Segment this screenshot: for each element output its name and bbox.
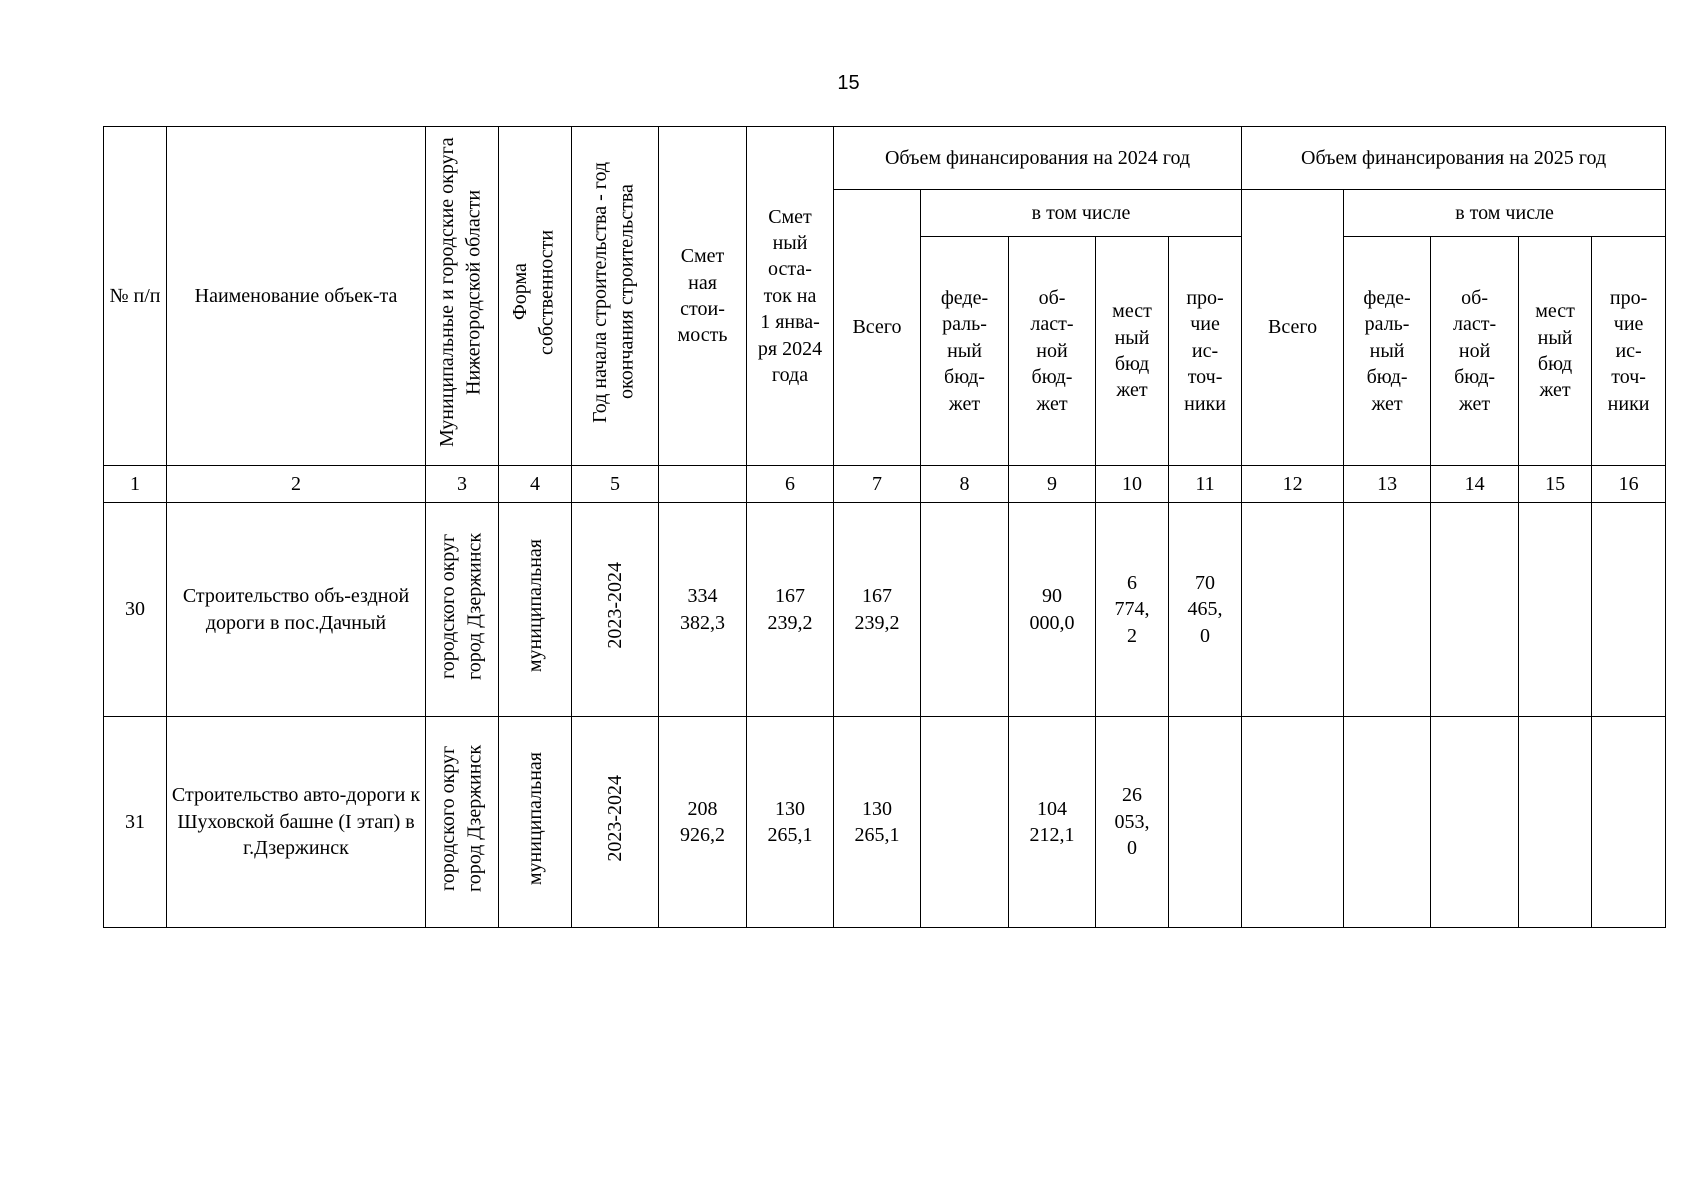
header-federal-2025-text: феде-раль-ный бюд-жет xyxy=(1363,287,1411,415)
col-number-9: 9 xyxy=(1009,466,1096,503)
row-ownership-text: муниципальная xyxy=(523,751,546,885)
col-number-2: 2 xyxy=(167,466,426,503)
header-including-2024: в том числе xyxy=(921,190,1242,237)
header-total-2025: Всего xyxy=(1242,190,1344,466)
header-federal-2024-text: феде-раль-ный бюд-жет xyxy=(940,287,989,415)
col-number-1: 1 xyxy=(104,466,167,503)
col-number-10: 10 xyxy=(1096,466,1169,503)
header-financing-2025: Объем финансирования на 2025 год xyxy=(1242,127,1666,190)
row-municipality-text: городского округ город Дзержинск xyxy=(437,744,486,892)
col-number-13: 13 xyxy=(1344,466,1431,503)
row-federal-2024 xyxy=(921,503,1009,717)
header-other-2024-text: про-чие ис-точ-ники xyxy=(1184,287,1226,415)
row-local-2024 xyxy=(1096,503,1169,717)
row-other-2024-text: 70 465, 0 xyxy=(1187,571,1223,647)
row-ownership-text: муниципальная xyxy=(523,539,546,673)
header-remaining xyxy=(747,127,834,466)
header-regional-2025-text: об-ласт-ной бюд-жет xyxy=(1452,287,1497,415)
row-estimated-cost-text: 334 382,3 xyxy=(680,585,725,634)
col-number-14: 14 xyxy=(1431,466,1519,503)
header-num: № п/п xyxy=(104,127,167,466)
row-total-2025 xyxy=(1242,717,1344,928)
row-estimated-cost xyxy=(659,717,747,928)
table-row xyxy=(104,503,1666,717)
page-number: 15 xyxy=(837,72,860,94)
column-number-row xyxy=(104,466,1666,503)
row-name: Строительство объ-ездной дороги в пос.Дачный xyxy=(167,503,426,717)
row-years xyxy=(572,503,659,717)
row-municipality-text: городского округ город Дзержинск xyxy=(437,532,486,680)
row-local-2024 xyxy=(1096,717,1169,928)
row-total-2024 xyxy=(834,717,921,928)
header-row-1 xyxy=(104,127,1666,190)
header-federal-2025 xyxy=(1344,237,1431,466)
table-row xyxy=(104,717,1666,928)
header-ownership-text: Форма собственности xyxy=(509,229,558,355)
row-num: 31 xyxy=(104,717,167,928)
row-name: Строительство авто-дороги к Шуховской башне (I этап) в г.Дзержинск xyxy=(167,717,426,928)
header-federal-2024 xyxy=(921,237,1009,466)
col-number-5: 5 xyxy=(572,466,659,503)
row-municipality xyxy=(426,503,499,717)
row-estimated-cost-text: 208 926,2 xyxy=(680,797,725,846)
header-local-2024 xyxy=(1096,237,1169,466)
row-local-2025 xyxy=(1519,717,1592,928)
header-regional-2024-text: об-ласт-ной бюд-жет xyxy=(1030,287,1074,415)
row-municipality xyxy=(426,717,499,928)
financing-table xyxy=(103,126,1666,928)
row-remaining xyxy=(747,503,834,717)
header-years xyxy=(572,127,659,466)
row-regional-2024 xyxy=(1009,503,1096,717)
row-years xyxy=(572,717,659,928)
header-name: Наименование объек-та xyxy=(167,127,426,466)
row-remaining xyxy=(747,717,834,928)
col-number-12: 12 xyxy=(1242,466,1344,503)
row-total-2024-text: 167 239,2 xyxy=(854,585,900,634)
row-federal-2025 xyxy=(1344,717,1431,928)
row-total-2024-text: 130 265,1 xyxy=(854,797,900,846)
col-number-7: 7 xyxy=(834,466,921,503)
header-other-2025 xyxy=(1592,237,1666,466)
row-total-2025 xyxy=(1242,503,1344,717)
header-regional-2024 xyxy=(1009,237,1096,466)
header-other-2025-text: про-чие ис-точ-ники xyxy=(1607,287,1650,415)
header-local-2025 xyxy=(1519,237,1592,466)
header-remaining-text: Смет ный оста-ток на 1 янва-ря 2024 года xyxy=(757,205,823,386)
col-number-6: 6 xyxy=(747,466,834,503)
row-regional-2024-text: 90 000,0 xyxy=(1029,585,1075,634)
header-other-2024 xyxy=(1169,237,1242,466)
row-ownership xyxy=(499,717,572,928)
row-other-2024 xyxy=(1169,717,1242,928)
col-number-4: 4 xyxy=(499,466,572,503)
header-estimated-cost-text: Смет ная стои-мость xyxy=(677,245,728,347)
row-num: 30 xyxy=(104,503,167,717)
row-remaining-text: 167 239,2 xyxy=(767,585,813,634)
row-local-2024-text: 6 774, 2 xyxy=(1114,571,1150,647)
header-estimated-cost xyxy=(659,127,747,466)
row-local-2024-text: 26 053, 0 xyxy=(1114,784,1150,860)
col-number-15: 15 xyxy=(1519,466,1592,503)
header-total-2024: Всего xyxy=(834,190,921,466)
row-ownership xyxy=(499,503,572,717)
header-including-2025: в том числе xyxy=(1344,190,1666,237)
header-ownership xyxy=(499,127,572,466)
row-other-2025 xyxy=(1592,717,1666,928)
row-total-2024 xyxy=(834,503,921,717)
header-municipality xyxy=(426,127,499,466)
row-other-2025 xyxy=(1592,503,1666,717)
col-number-8: 8 xyxy=(921,466,1009,503)
row-regional-2025 xyxy=(1431,717,1519,928)
row-federal-2025 xyxy=(1344,503,1431,717)
row-estimated-cost xyxy=(659,503,747,717)
header-municipality-text: Муниципальные и городские округа Нижегородской области xyxy=(436,137,485,448)
row-remaining-text: 130 265,1 xyxy=(767,797,813,846)
header-years-text: Год начала строительства - год окончания строительства xyxy=(589,161,638,423)
row-regional-2024 xyxy=(1009,717,1096,928)
header-regional-2025 xyxy=(1431,237,1519,466)
row-years-text: 2023-2024 xyxy=(603,774,626,862)
row-regional-2025 xyxy=(1431,503,1519,717)
header-local-2025-text: мест ный бюд жет xyxy=(1535,300,1575,402)
col-number-16: 16 xyxy=(1592,466,1666,503)
row-years-text: 2023-2024 xyxy=(603,562,626,650)
col-number-blank xyxy=(659,466,747,503)
row-federal-2024 xyxy=(921,717,1009,928)
header-local-2024-text: мест ный бюд жет xyxy=(1112,300,1152,402)
row-other-2024 xyxy=(1169,503,1242,717)
col-number-3: 3 xyxy=(426,466,499,503)
col-number-11: 11 xyxy=(1169,466,1242,503)
row-local-2025 xyxy=(1519,503,1592,717)
row-regional-2024-text: 104 212,1 xyxy=(1029,797,1075,846)
header-financing-2024: Объем финансирования на 2024 год xyxy=(834,127,1242,190)
